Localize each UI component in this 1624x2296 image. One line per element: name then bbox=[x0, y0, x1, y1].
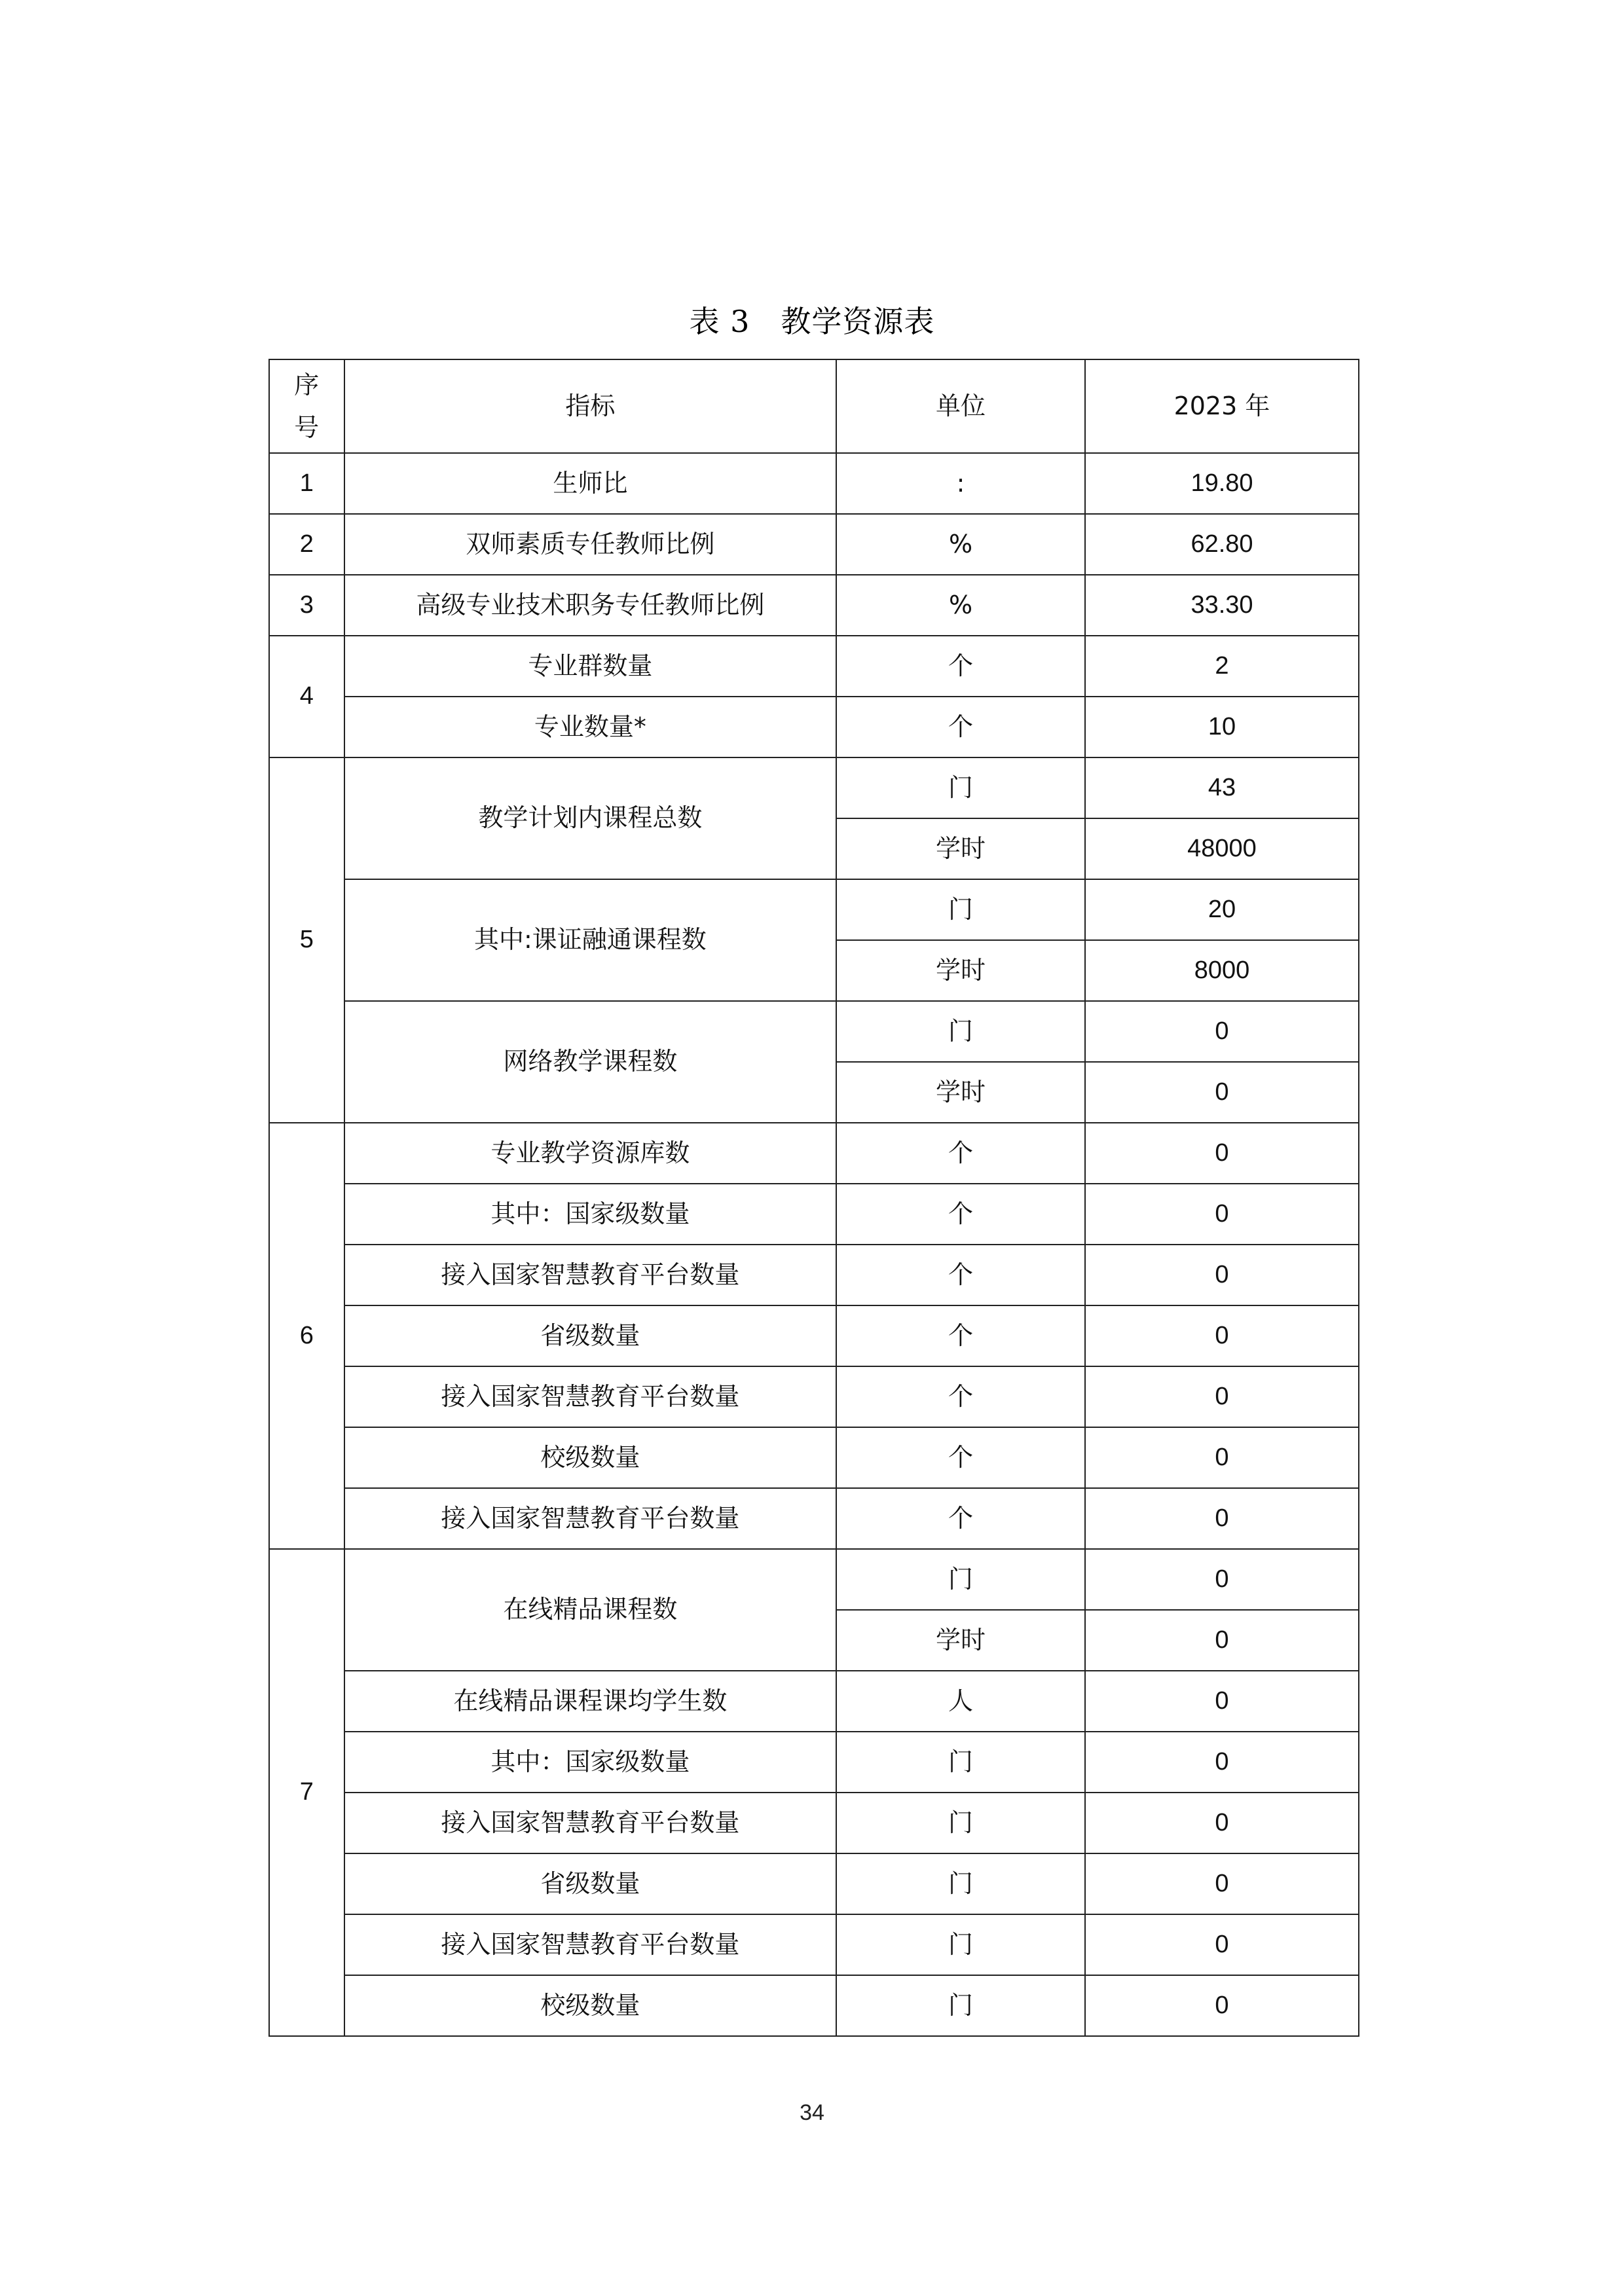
table-row bbox=[269, 1671, 1359, 1732]
row-indicator: 接入国家智慧教育平台数量 bbox=[344, 1793, 837, 1853]
row-value: 0 bbox=[1085, 1123, 1359, 1184]
table-row bbox=[269, 1245, 1359, 1305]
row-indicator: 双师素质专任教师比例 bbox=[344, 514, 837, 575]
teaching-resources-table bbox=[268, 359, 1359, 2037]
table-row bbox=[269, 1001, 1359, 1062]
table-row bbox=[269, 575, 1359, 636]
row-indicator: 校级数量 bbox=[344, 1427, 837, 1488]
row-value: 33.30 bbox=[1085, 575, 1359, 636]
row-indicator: 专业教学资源库数 bbox=[344, 1123, 837, 1184]
row-indicator: 其中：国家级数量 bbox=[344, 1184, 837, 1245]
row-indicator: 省级数量 bbox=[344, 1853, 837, 1914]
row-unit: 学时 bbox=[836, 1610, 1085, 1671]
row-unit: % bbox=[836, 575, 1085, 636]
row-value: 0 bbox=[1085, 1853, 1359, 1914]
row-value: 0 bbox=[1085, 1305, 1359, 1366]
row-value: 10 bbox=[1085, 697, 1359, 757]
row-value: 0 bbox=[1085, 1671, 1359, 1732]
row-value: 0 bbox=[1085, 1245, 1359, 1305]
header-year: 2023 年 bbox=[1085, 359, 1359, 453]
row-unit: 个 bbox=[836, 1488, 1085, 1549]
row-unit: 个 bbox=[836, 697, 1085, 757]
row-indicator: 其中:课证融通课程数 bbox=[344, 879, 837, 1001]
row-unit: 门 bbox=[836, 757, 1085, 818]
row-indicator: 在线精品课程课均学生数 bbox=[344, 1671, 837, 1732]
row-indicator: 校级数量 bbox=[344, 1975, 837, 2036]
row-indicator: 专业群数量 bbox=[344, 636, 837, 697]
table-row bbox=[269, 1427, 1359, 1488]
row-value: 0 bbox=[1085, 1488, 1359, 1549]
row-unit: 门 bbox=[836, 1549, 1085, 1610]
row-indicator: 其中：国家级数量 bbox=[344, 1732, 837, 1793]
row-unit: 学时 bbox=[836, 818, 1085, 879]
row-value: 19.80 bbox=[1085, 453, 1359, 514]
table-row bbox=[269, 1305, 1359, 1366]
row-seq: 3 bbox=[269, 575, 344, 636]
row-value: 48000 bbox=[1085, 818, 1359, 879]
header-unit: 单位 bbox=[836, 359, 1085, 453]
row-seq: 2 bbox=[269, 514, 344, 575]
row-unit: 个 bbox=[836, 1305, 1085, 1366]
table-row bbox=[269, 1184, 1359, 1245]
table-row bbox=[269, 757, 1359, 818]
row-unit: 学时 bbox=[836, 1062, 1085, 1123]
row-value: 8000 bbox=[1085, 940, 1359, 1001]
row-value: 20 bbox=[1085, 879, 1359, 940]
row-seq: 1 bbox=[269, 453, 344, 514]
row-indicator: 接入国家智慧教育平台数量 bbox=[344, 1488, 837, 1549]
page-number: 34 bbox=[800, 2100, 824, 2125]
table-row bbox=[269, 453, 1359, 514]
row-unit: % bbox=[836, 514, 1085, 575]
row-indicator: 教学计划内课程总数 bbox=[344, 757, 837, 879]
row-value: 0 bbox=[1085, 1793, 1359, 1853]
table-row bbox=[269, 1123, 1359, 1184]
row-indicator: 专业数量* bbox=[344, 697, 837, 757]
row-value: 43 bbox=[1085, 757, 1359, 818]
row-seq: 5 bbox=[269, 757, 344, 1123]
row-seq: 4 bbox=[269, 636, 344, 757]
row-value: 0 bbox=[1085, 1732, 1359, 1793]
table-title: 表 3 教学资源表 bbox=[689, 304, 935, 339]
row-indicator: 在线精品课程数 bbox=[344, 1549, 837, 1671]
row-value: 0 bbox=[1085, 1975, 1359, 2036]
table-row bbox=[269, 697, 1359, 757]
table-row bbox=[269, 1488, 1359, 1549]
table-row bbox=[269, 1366, 1359, 1427]
row-indicator: 网络教学课程数 bbox=[344, 1001, 837, 1123]
row-seq: 7 bbox=[269, 1549, 344, 2036]
row-indicator: 高级专业技术职务专任教师比例 bbox=[344, 575, 837, 636]
table-row bbox=[269, 514, 1359, 575]
row-unit: 个 bbox=[836, 1123, 1085, 1184]
table-row bbox=[269, 1732, 1359, 1793]
row-value: 0 bbox=[1085, 1184, 1359, 1245]
row-value: 0 bbox=[1085, 1914, 1359, 1975]
row-unit: 门 bbox=[836, 1793, 1085, 1853]
table-row bbox=[269, 1914, 1359, 1975]
row-value: 0 bbox=[1085, 1001, 1359, 1062]
row-value: 0 bbox=[1085, 1427, 1359, 1488]
table-row bbox=[269, 1975, 1359, 2036]
row-unit: 个 bbox=[836, 1184, 1085, 1245]
row-indicator: 生师比 bbox=[344, 453, 837, 514]
table-row bbox=[269, 1549, 1359, 1610]
row-indicator: 接入国家智慧教育平台数量 bbox=[344, 1245, 837, 1305]
row-unit: 门 bbox=[836, 1001, 1085, 1062]
row-unit: 门 bbox=[836, 1914, 1085, 1975]
row-unit: 个 bbox=[836, 636, 1085, 697]
row-value: 0 bbox=[1085, 1610, 1359, 1671]
row-unit: 个 bbox=[836, 1427, 1085, 1488]
row-unit: 门 bbox=[836, 1853, 1085, 1914]
row-unit: : bbox=[836, 453, 1085, 514]
header-indicator: 指标 bbox=[344, 359, 837, 453]
row-unit: 人 bbox=[836, 1671, 1085, 1732]
table-row bbox=[269, 636, 1359, 697]
row-unit: 门 bbox=[836, 879, 1085, 940]
row-value: 0 bbox=[1085, 1366, 1359, 1427]
row-value: 0 bbox=[1085, 1062, 1359, 1123]
row-value: 2 bbox=[1085, 636, 1359, 697]
row-value: 0 bbox=[1085, 1549, 1359, 1610]
row-unit: 个 bbox=[836, 1366, 1085, 1427]
row-seq: 6 bbox=[269, 1123, 344, 1549]
row-indicator: 省级数量 bbox=[344, 1305, 837, 1366]
table-row bbox=[269, 1853, 1359, 1914]
row-indicator: 接入国家智慧教育平台数量 bbox=[344, 1366, 837, 1427]
table-row bbox=[269, 879, 1359, 940]
table-header-row bbox=[269, 359, 1359, 453]
row-value: 62.80 bbox=[1085, 514, 1359, 575]
table-row bbox=[269, 1793, 1359, 1853]
row-indicator: 接入国家智慧教育平台数量 bbox=[344, 1914, 837, 1975]
row-unit: 门 bbox=[836, 1732, 1085, 1793]
header-seq: 序 号 bbox=[269, 359, 344, 453]
row-unit: 个 bbox=[836, 1245, 1085, 1305]
row-unit: 学时 bbox=[836, 940, 1085, 1001]
row-unit: 门 bbox=[836, 1975, 1085, 2036]
